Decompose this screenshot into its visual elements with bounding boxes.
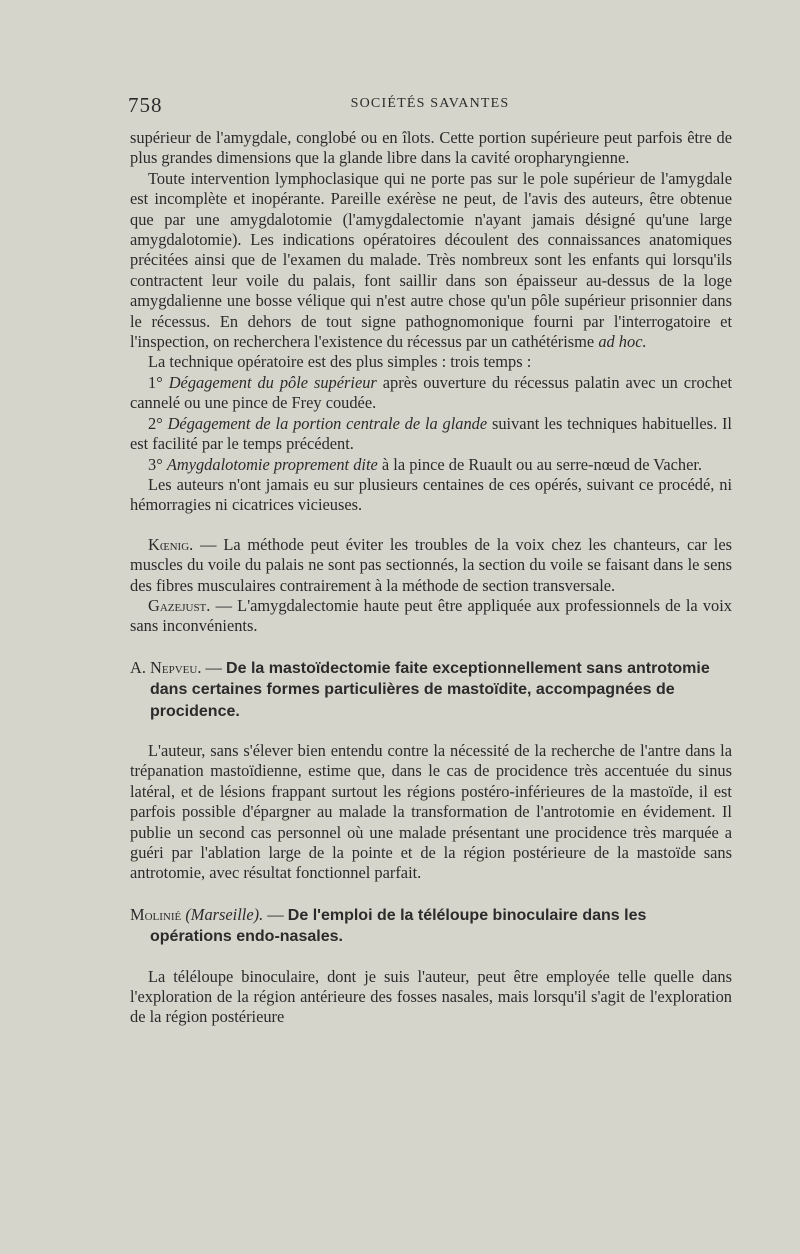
paragraph-continuation: supérieur de l'amygdale, conglobé ou en îlots. Cette portion supérieure peut parfois être de plus grandes dimensions que la glande libre dans la cavité oropharyngienne. <box>130 128 732 168</box>
section-nepveu-title-line <box>130 658 732 722</box>
step-1-text: après ouverture du récessus palatin avec un crochet cannelé ou une pince de Frey coudée. <box>130 372 733 413</box>
step-3-number: 3° <box>148 454 163 474</box>
italic-ad-hoc: ad hoc. <box>598 332 647 352</box>
section-molinie-place: (Marseille). <box>185 904 264 924</box>
step-3-text: à la pince de Ruault ou au serre-nœud de Vacher. <box>381 454 702 474</box>
koenig-name: Kœnig. <box>148 534 194 554</box>
step-3-title: Amygdalotomie proprement dite <box>166 454 378 474</box>
page-header <box>128 93 732 117</box>
koenig-text: — La méthode peut éviter les troubles de la voix chez les chanteurs, car les muscles du voile du palais ne sont pas sectionnés, la section du voile se faisant dans le sens des fibres musculaires contrairement à la méthode de section transversale. <box>130 534 732 595</box>
section-molinie-author: Molinié <box>130 904 182 924</box>
step-1 <box>130 373 732 414</box>
section-nepveu-heading <box>130 658 732 722</box>
section-molinie-title-line <box>130 905 732 948</box>
section-nepveu-initial: A. <box>130 657 146 677</box>
paragraph-intervention <box>130 169 732 353</box>
section-nepveu-title: De la mastoïdectomie faite exceptionnellement sans antrotomie dans certaines formes particulières de mastoïdite, accompagnées de procidence. <box>150 659 710 720</box>
page-body <box>130 128 732 1028</box>
section-nepveu-dash: — <box>205 657 222 677</box>
section-molinie-title: De l'emploi de la téléloupe binoculaire dans les opérations endo-nasales. <box>150 906 647 946</box>
gazejust-text: — L'amygdalectomie haute peut être appliquée aux professionnels de la voix sans inconvénients. <box>130 595 732 636</box>
paragraph-results: Les auteurs n'ont jamais eu sur plusieurs centaines de ces opérés, suivant ce procédé, ni hémorragies ni cicatrices vicieuses. <box>130 474 732 515</box>
step-1-number: 1° <box>148 372 163 392</box>
step-3 <box>130 455 732 475</box>
paragraph-intervention-text: Toute intervention lymphoclasique qui ne porte pas sur le pole supérieur de l'amygdale est incomplète et inopérante. Pareille exérèse ne peut, de l'avis des auteurs, être obtenue que par une amygdalotomie (l'amygdalectomie n'ayant jamais désigné qu'une large amygdalotomie). Les indications opératoires découlent des connaissances anatomiques précitées ainsi que de l'examen du malade. Très nombreux sont les enfants qui lorsqu'ils contractent leur voile du palais, font saillir dans son épaisseur au-dessus de la loge amygdalienne une bosse vélique qui n'est autre chose qu'un pôle supérieur prisonnier dans le récessus. En dehors de tout signe pathognomonique fourni par l'interrogatoire et l'inspection, on recherchera l'existence du récessus par un cathétérisme <box>130 168 732 352</box>
step-2 <box>130 414 732 455</box>
section-molinie-dash: — <box>267 904 284 924</box>
page-number: 758 <box>128 93 163 117</box>
section-nepveu-author: Nepveu. <box>150 657 202 677</box>
step-2-text: suivant les techniques habituelles. Il est facilité par le temps précédent. <box>130 413 732 454</box>
comment-koenig <box>130 535 732 596</box>
running-title: SOCIÉTÉS SAVANTES <box>350 96 510 111</box>
section-molinie-body: La téléloupe binoculaire, dont je suis l'auteur, peut être employée telle quelle dans l'exploration de la région antérieure des fosses nasales, mais lorsqu'il s'agit de l'exploration de la région postérieure <box>130 966 732 1027</box>
gazejust-name: Gazejust. <box>148 595 211 615</box>
paragraph-technique: La technique opératoire est des plus simples : trois temps : <box>148 352 532 372</box>
step-2-number: 2° <box>148 413 163 433</box>
section-nepveu-body: L'auteur, sans s'élever bien entendu contre la nécessité de la recherche de l'antre dans la trépanation mastoïdienne, estime que, dans le cas de procidence très accentuée du sinus latéral, et de lésions frappant surtout les régions postéro-inférieures de la mastoïde, il est parfois possible d'épargner au malade la transformation de l'antrotomie en évidement. Il publie un second cas personnel où une malade présentant une procidence très marquée a guéri par l'ablation large de la pointe et de la région postérieure de la mastoïde sans antrotomie, avec résultat fonctionnel parfait. <box>130 740 732 883</box>
comment-gazejust <box>130 596 732 637</box>
step-1-title: Dégagement du pôle supérieur <box>168 372 377 392</box>
section-molinie-heading <box>130 905 732 948</box>
step-2-title: Dégagement de la portion centrale de la glande <box>167 413 488 433</box>
